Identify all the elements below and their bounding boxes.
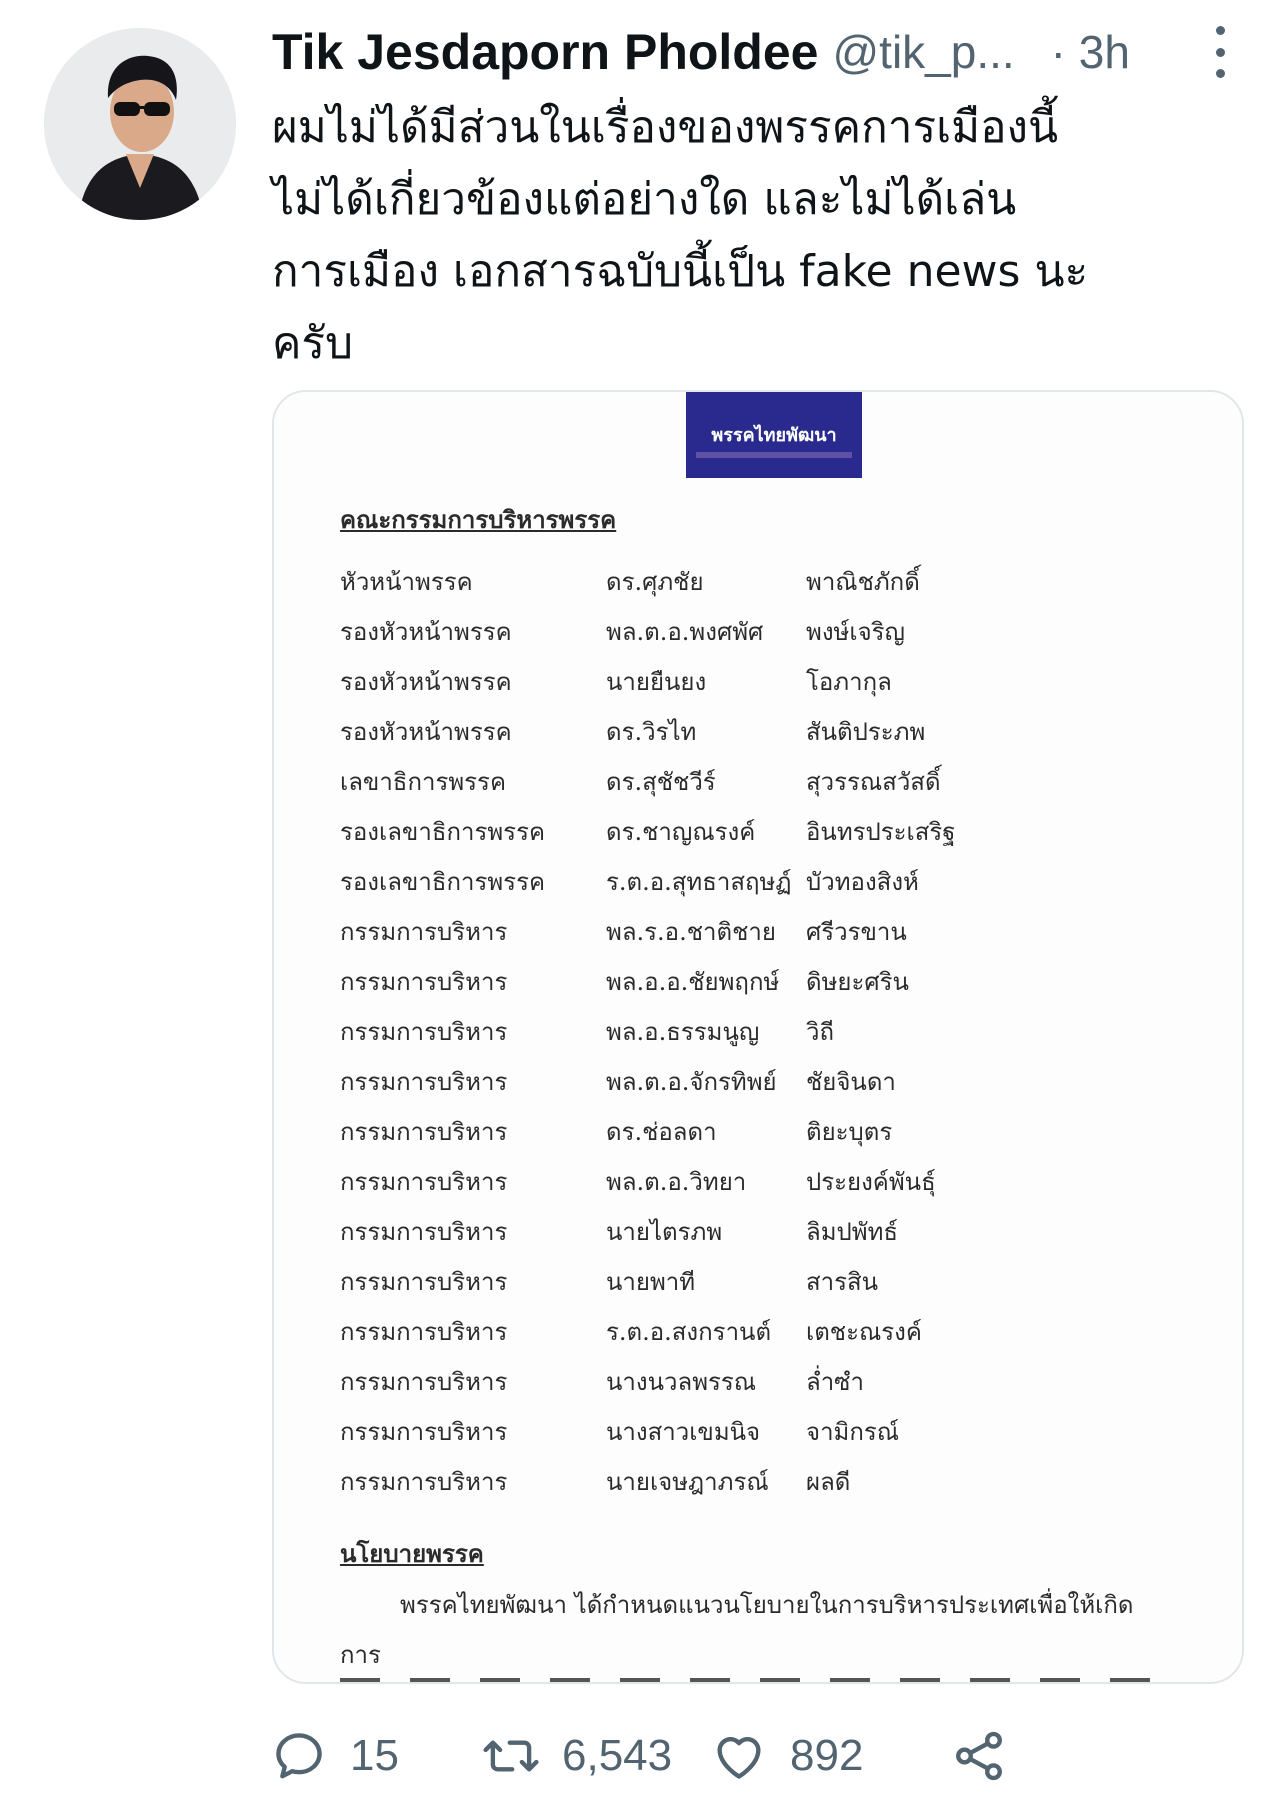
member-first-name: นายเจษฎาภรณ์ [606, 1468, 769, 1496]
member-first-name: พล.ต.อ.พงศพัศ [606, 618, 764, 646]
member-last-name: บัวทองสิงห์ [806, 868, 919, 896]
tweet-text [272, 92, 1222, 380]
member-role: รองหัวหน้าพรรค [340, 618, 512, 646]
attached-image[interactable] [272, 390, 1244, 1684]
member-last-name: ติยะบุตร [806, 1118, 893, 1146]
member-first-name: พล.ต.อ.จักรทิพย์ [606, 1068, 777, 1096]
member-last-name: ศรีวรขาน [806, 918, 907, 946]
member-role: กรรมการบริหาร [340, 1218, 508, 1246]
member-first-name: ดร.ชาญณรงค์ [606, 818, 756, 846]
member-role: กรรมการบริหาร [340, 918, 508, 946]
tweet-actions [270, 1724, 1110, 1788]
tweet-text-line: ไม่ได้เกี่ยวข้องแต่อย่างใด และไม่ได้เล่น [272, 174, 1017, 225]
like-count: 892 [790, 1731, 864, 1780]
member-first-name: นายยืนยง [606, 668, 707, 696]
retweet-button[interactable] [482, 1724, 672, 1788]
member-last-name: ชัยจินดา [806, 1068, 896, 1096]
paragraph-line: พรรคไทยพัฒนา ได้กำหนดแนวนโยบายในการบริหารประเทศเพื่อให้เกิดการ [340, 1591, 1134, 1669]
member-last-name: สุวรรณสวัสดิ์ [806, 768, 941, 796]
member-last-name: อินทรประเสริฐ [806, 818, 956, 846]
member-last-name: ดิษยะศริน [806, 968, 909, 996]
member-last-name: ประยงค์พันธุ์ [806, 1168, 936, 1196]
author-name[interactable]: Tik Jesdaporn Pholdee [272, 24, 819, 80]
reply-count: 15 [350, 1731, 399, 1780]
member-last-name: สันติประภพ [806, 718, 926, 746]
share-icon [950, 1727, 1008, 1785]
member-last-name: พงษ์เจริญ [806, 618, 905, 646]
policy-heading: นโยบายพรรค [340, 1539, 484, 1568]
member-last-name: สารสิน [806, 1268, 879, 1296]
member-role: กรรมการบริหาร [340, 1418, 508, 1446]
member-role: เลขาธิการพรรค [340, 768, 506, 796]
member-first-name: นายไตรภพ [606, 1218, 723, 1246]
member-role: กรรมการบริหาร [340, 1268, 508, 1296]
member-role: กรรมการบริหาร [340, 968, 508, 996]
tweet-text-line: ผมไม่ได้มีส่วนในเรื่องของพรรคการเมืองนี้ [272, 102, 1059, 153]
member-role: กรรมการบริหาร [340, 1368, 508, 1396]
member-first-name: นางนวลพรรณ [606, 1368, 757, 1396]
tweet-text-line: การเมือง เอกสารฉบับนี้เป็น fake news นะ [272, 246, 1089, 297]
avatar-image [44, 28, 236, 220]
document-page [274, 392, 1242, 1682]
document-heading: คณะกรรมการบริหารพรรค [340, 505, 617, 534]
retweet-icon [482, 1727, 540, 1785]
retweet-count: 6,543 [562, 1731, 673, 1780]
member-role: กรรมการบริหาร [340, 1318, 508, 1346]
like-icon [710, 1727, 768, 1785]
tweet-text-line: ครับ [272, 318, 353, 369]
member-first-name: ดร.ช่อลดา [606, 1118, 717, 1146]
member-first-name: พล.ต.อ.วิทยา [606, 1168, 747, 1196]
member-first-name: นายพาที [606, 1268, 696, 1296]
member-role: รองเลขาธิการพรรค [340, 818, 546, 846]
author-avatar[interactable] [44, 28, 236, 220]
member-last-name: ผลดี [806, 1468, 851, 1496]
share-button[interactable] [950, 1724, 1008, 1788]
member-first-name: ร.ต.อ.สงกรานต์ [606, 1318, 772, 1346]
member-last-name: ลิมปพัทธ์ [806, 1218, 899, 1246]
reply-button[interactable] [270, 1724, 399, 1788]
member-last-name: จามิกรณ์ [806, 1418, 900, 1446]
author-handle[interactable]: @tik_p... [832, 26, 1015, 78]
member-role: กรรมการบริหาร [340, 1468, 508, 1496]
member-last-name: พาณิชภักดิ์ [806, 568, 920, 596]
member-role: กรรมการบริหาร [340, 1018, 508, 1046]
member-last-name: ล่ำซำ [806, 1368, 864, 1396]
member-first-name: ดร.ศุภชัย [606, 568, 704, 596]
member-first-name: พล.อ.อ.ชัยพฤกษ์ [606, 968, 780, 996]
like-button[interactable] [710, 1724, 863, 1788]
member-role: กรรมการบริหาร [340, 1118, 508, 1146]
member-role: กรรมการบริหาร [340, 1068, 508, 1096]
member-role: รองหัวหน้าพรรค [340, 668, 512, 696]
party-logo-text: พรรคไทยพัฒนา [711, 425, 837, 446]
member-role: รองเลขาธิการพรรค [340, 868, 546, 896]
policy-paragraph [340, 1580, 1170, 1684]
member-first-name: ดร.สุชัชวีร์ [606, 768, 716, 796]
member-first-name: ร.ต.อ.สุทธาสฤษฏ์ [606, 868, 792, 896]
member-last-name: วิถี [806, 1018, 835, 1046]
more-options-icon[interactable] [1208, 26, 1232, 78]
member-role: หัวหน้าพรรค [340, 568, 473, 596]
member-first-name: ดร.วิรไท [606, 718, 697, 746]
member-last-name: เตชะณรงค์ [806, 1318, 922, 1346]
member-first-name: พล.อ.ธรรมนูญ [606, 1018, 760, 1046]
member-last-name: โอภากุล [806, 668, 892, 696]
member-first-name: พล.ร.อ.ชาติชาย [606, 918, 776, 946]
member-role: รองหัวหน้าพรรค [340, 718, 512, 746]
cropped-line [340, 1670, 1170, 1682]
tweet-timestamp[interactable]: · 3h [1050, 26, 1130, 78]
member-first-name: นางสาวเขมนิจ [606, 1418, 761, 1446]
party-logo [686, 392, 862, 478]
reply-icon [270, 1727, 328, 1785]
tweet-header [272, 20, 1232, 84]
member-role: กรรมการบริหาร [340, 1168, 508, 1196]
